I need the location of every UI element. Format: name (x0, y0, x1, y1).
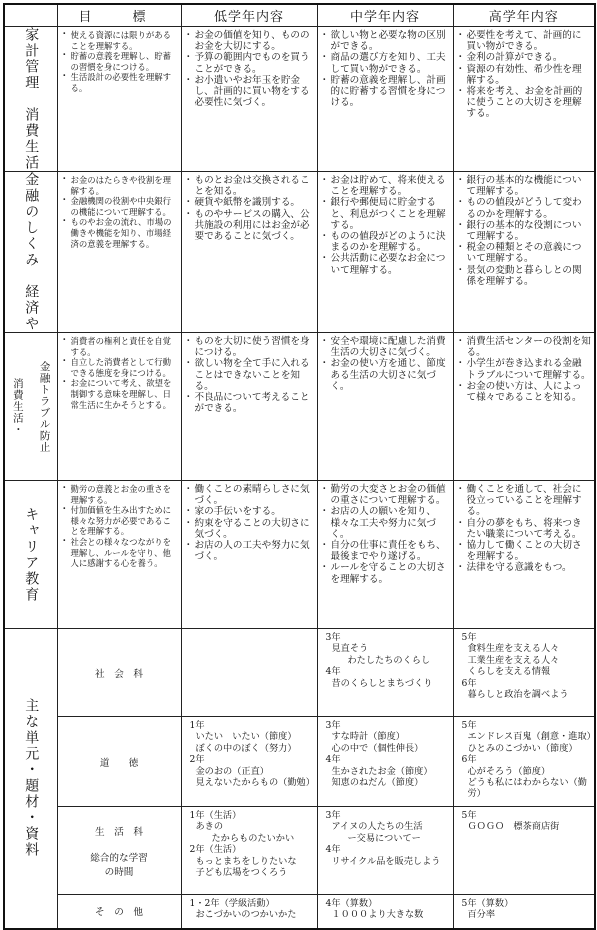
list-item: ・ 約束を守ることの大切さに気づく。 (186, 518, 314, 540)
unit-low (181, 717, 317, 807)
list-item: ・ 小学生が巻き込まれる金融トラブルについて理解する。 (458, 358, 592, 380)
unit-title: 心がそろう（節度） (467, 765, 551, 777)
cell-low (181, 333, 317, 481)
category-career (4, 481, 57, 629)
unit-title: ＧＯＧＯ 標茶商店街 (467, 821, 560, 833)
grade-label: 6年 (461, 677, 477, 689)
unit-mid (317, 717, 453, 807)
bullet-list (62, 175, 178, 249)
bullet-list (62, 484, 178, 569)
bullet-list (322, 30, 450, 108)
unit-mid (317, 629, 453, 717)
list-item: ・ ものやお金の流れ、市場の働きや機能を知り、市場経済の意義を理解する。 (62, 217, 178, 249)
list-item: ・ 自分の仕事に責任をもち、最後までやり遂げる。 (322, 540, 450, 562)
bullet-list (62, 336, 178, 410)
unit-title: 昔のくらしとまちづくり (331, 677, 433, 689)
grade-label: 1年 (189, 720, 205, 731)
grade-label: 3年 (325, 632, 341, 643)
list-item: ・ ものとお金は交換されることを知る。 (186, 175, 314, 197)
unit-title: すな時計（節度） (331, 731, 405, 743)
unit-title: 百分率 (467, 909, 496, 921)
subject-integrated-name: 総合的な学習 (90, 852, 148, 864)
cell-low (181, 481, 317, 629)
unit-title: あきの (195, 821, 224, 833)
list-item: ・ お金の使い方を通じ、節度ある生活の大切さに気づく。 (322, 358, 450, 392)
list-item: ・ お小遣いやお年玉を貯金し、計画的に買い物をする必要性に気づく。 (186, 75, 314, 109)
cell-high (453, 172, 595, 333)
list-item: ・ 消費者の権利と責任を自覚する。 (62, 336, 178, 357)
unit-high (453, 717, 595, 807)
unit-title: 心の中で（個性伸長） (331, 742, 424, 754)
header-row (4, 4, 595, 27)
unit-title: わたしたちのくらし (347, 654, 431, 666)
unit-low (181, 895, 317, 929)
category-trouble (4, 333, 57, 481)
list-item: ・ お店の人の工夫や努力に気づく。 (186, 540, 314, 562)
unit-title: いたい いたい（節度） (195, 731, 297, 743)
grade-label: 4年 (325, 844, 341, 856)
grade-label: 4年 (325, 666, 341, 678)
list-item: ・ 銀行の基本的な役割について理解する。 (458, 220, 592, 242)
unit-title: どうも私にはわからない（勤労） (467, 777, 587, 800)
cell-mid (317, 333, 453, 481)
list-item: ・ 資源の有効性、希少性を理解する。 (458, 64, 592, 86)
grade-label: 4年（算数） (325, 898, 378, 909)
unit-title: もっとまちをしりたいな (195, 855, 297, 867)
list-item: ・ お金の使い方は、人によって様々であることを知る。 (458, 381, 592, 403)
list-item: ・ 貯蓄の意義を理解し、貯蓄の習慣を身につける。 (62, 51, 178, 72)
unit-title: 生かされたお金（節度） (331, 765, 433, 777)
grade-label: 5年（算数） (461, 898, 514, 909)
list-item: ・ 協力して働くことの大切さを理解する。 (458, 540, 592, 562)
category-label: キャリア教育 (23, 506, 40, 603)
list-item: ・ 公共活動に必要なお金について理解する。 (322, 253, 450, 275)
list-item: ・ 将来を考え、お金を計画的に使うことの大切さを理解する。 (458, 86, 592, 120)
row-finance (4, 172, 595, 333)
subject-life-name: 生 活 科 (95, 826, 143, 838)
unit-high (453, 629, 595, 717)
units-row-other (4, 895, 595, 929)
list-item: ・ ものやサービスの購入、公共施設の利用にはお金が必要であることに気づく。 (186, 209, 314, 243)
cell-low (181, 27, 317, 172)
list-item: ・ 消費生活センターの役割を知る。 (458, 336, 592, 358)
unit-mid (317, 895, 453, 929)
category-finance (4, 172, 57, 333)
list-item: ・ お金について考え、欲望を制御する意味を理解し、日常生活に生かそうとする。 (62, 378, 178, 410)
category-label: 主な単元・題材・資料 (23, 698, 40, 859)
header-category (4, 4, 57, 27)
list-item: ・ お金は貯めて、将来使えることを理解する。 (322, 175, 450, 197)
list-item: ・ ものの値段がどのように決まるのかを理解する。 (322, 231, 450, 253)
grade-label: 1年（生活） (189, 810, 242, 821)
list-item: ・ 欲しい物を全て手に入れることはできないことを知る。 (186, 358, 314, 392)
category-label: 家計管理 消費生活 (23, 27, 40, 171)
units-row-moral (4, 717, 595, 807)
header-high: 高学年内容 (453, 4, 595, 27)
unit-title: くらしを支える情報 (467, 666, 551, 678)
unit-title: エンドレス百鬼（創意・進取） (467, 731, 596, 743)
list-item: ・ 銀行や郵便局に貯金すると、利息がつくことを理解する。 (322, 197, 450, 231)
category-label: 金融トラブル防止 (38, 360, 51, 453)
unit-mid (317, 807, 453, 895)
unit-high (453, 807, 595, 895)
list-item: ・ 景気の変動と暮らしとの関係を理解する。 (458, 265, 592, 287)
unit-title: ー交易についてー (347, 832, 421, 844)
grade-label: 1・2年（学級活動） (189, 898, 275, 909)
unit-title: ぼくの中のぼく（努力） (195, 742, 297, 754)
list-item: ・ 予算の範囲内でものを買うことができる。 (186, 52, 314, 74)
bullet-list (186, 30, 314, 108)
bullet-list (62, 30, 178, 94)
unit-title: たからものたいかい (211, 832, 295, 844)
list-item: ・ 金融機関の役割や中央銀行の機能について理解する。 (62, 196, 178, 217)
bullet-list (458, 484, 592, 574)
unit-low (181, 807, 317, 895)
unit-title: おこづかいのつかいかた (195, 909, 297, 921)
list-item: ・ 社会との様々なつながりを理解し、ルールを守り、他人に感謝する心を養う。 (62, 537, 178, 569)
unit-title: 食料生産を支える人々 (467, 643, 560, 655)
subject-moral: 道 徳 (57, 717, 181, 807)
bullet-list (458, 336, 592, 403)
units-row-life (4, 807, 595, 895)
cell-goals (57, 172, 181, 333)
list-item: ・ 商品の選び方を知り、工夫して買い物ができる。 (322, 52, 450, 74)
list-item: ・ 家の手伝いをする。 (186, 506, 314, 517)
list-item: ・ 貯蓄の意義を理解し、計画的に貯蓄する習慣を身につける。 (322, 75, 450, 109)
list-item: ・ 法律を守る意識をもつ。 (458, 562, 592, 573)
list-item: ・ 安全や環境に配慮した消費生活の大切さに気づく。 (322, 336, 450, 358)
subject-social: 社 会 科 (57, 629, 181, 717)
list-item: ・ 銀行の基本的な機能について理解する。 (458, 175, 592, 197)
grade-label: 2年（生活） (189, 844, 242, 856)
unit-title: 金のおの（正直） (195, 765, 269, 777)
list-item: ・ 勤労の大変さとお金の価値の重さについて理解する。 (322, 484, 450, 506)
unit-title: リサイクル品を販売しよう (331, 855, 441, 867)
list-item: ・ 使える資源には限りがあることを理解する。 (62, 30, 178, 51)
list-item: ・ 欲しい物と必要な物の区別ができる。 (322, 30, 450, 52)
list-item: ・ 税金の種類とその意義について理解する。 (458, 242, 592, 264)
list-item: ・ 不良品について考えることができる。 (186, 392, 314, 414)
header-low: 低学年内容 (181, 4, 317, 27)
list-item: ・ ものの値段がどうして変わるのかを理解する。 (458, 197, 592, 219)
category-household (4, 27, 57, 172)
cell-mid (317, 27, 453, 172)
bullet-list (458, 175, 592, 287)
units-row-social (4, 629, 595, 717)
cell-goals (57, 27, 181, 172)
list-item: ・ 付加価値を生み出すために様々な努力が必要であることを理解する。 (62, 505, 178, 537)
bullet-list (186, 175, 314, 242)
grade-label: 5年 (461, 632, 477, 643)
grade-label: 4年 (325, 754, 341, 766)
subject-life (57, 807, 181, 895)
unit-title: １０００より大きな数 (331, 909, 424, 921)
unit-title: 工業生産を支える人々 (467, 654, 560, 666)
list-item: ・ 働くことの素晴らしさに気づく。 (186, 484, 314, 506)
list-item: ・ 生活設計の必要性を理解する。 (62, 72, 178, 93)
curriculum-table (3, 3, 596, 930)
unit-title: ひとみのこづかい（節度） (467, 742, 578, 754)
unit-title: 見直そう (331, 643, 369, 655)
unit-high (453, 895, 595, 929)
cell-goals (57, 333, 181, 481)
grade-label: 2年 (189, 754, 205, 766)
bullet-list (322, 336, 450, 392)
grade-label: 3年 (325, 720, 341, 731)
cell-high (453, 333, 595, 481)
grade-label: 3年 (325, 810, 341, 821)
header-mid: 中学年内容 (317, 4, 453, 27)
subject-integrated-name-2: の時間 (104, 866, 134, 878)
cell-mid (317, 481, 453, 629)
list-item: ・ 勤労の意義とお金の重さを理解する。 (62, 484, 178, 505)
unit-title: アイヌの人たちの生活 (331, 821, 423, 833)
bullet-list (458, 30, 592, 120)
unit-low (181, 629, 317, 717)
list-item: ・ 自立した消費者として行動できる態度を身につける。 (62, 357, 178, 378)
bullet-list (186, 484, 314, 562)
list-item: ・ ものを大切に使う習慣を身につける。 (186, 336, 314, 358)
list-item: ・ 必要性を考えて、計画的に買い物ができる。 (458, 30, 592, 52)
row-trouble (4, 333, 595, 481)
unit-title: 知恵のねだん（節度） (331, 777, 424, 789)
list-item: ・ 自分の夢をもち、将来つきたい職業について考える。 (458, 518, 592, 540)
list-item: ・ ルールを守ることの大切さを理解する。 (322, 562, 450, 584)
unit-title: 子ども広場をつくろう (195, 867, 288, 879)
list-item: ・ お店の人の願いを知り、様々な工夫や努力に気づく。 (322, 506, 450, 540)
unit-title: 見えないたからもの（勤勉） (195, 777, 315, 789)
category-label: 消費生活・ (11, 377, 24, 436)
bullet-list (186, 336, 314, 414)
cell-low (181, 172, 317, 333)
list-item: ・ 働くことを通して、社会に役立っていることを理解する。 (458, 484, 592, 518)
bullet-list (322, 484, 450, 585)
list-item: ・ 金利の計算ができる。 (458, 52, 592, 63)
cell-mid (317, 172, 453, 333)
row-household (4, 27, 595, 172)
subject-other: そ の 他 (57, 895, 181, 929)
category-label: 金融のしくみ 経済や (23, 172, 40, 332)
grade-label: 5年 (461, 810, 477, 821)
header-goals: 目 標 (57, 4, 181, 27)
list-item: ・ お金のはたらきや役割を理解する。 (62, 175, 178, 196)
row-career (4, 481, 595, 629)
list-item: ・ お金の価値を知り、もののお金を大切にする。 (186, 30, 314, 52)
cell-high (453, 27, 595, 172)
unit-title: 暮らしと政治を調べよう (467, 689, 569, 701)
cell-goals (57, 481, 181, 629)
cell-high (453, 481, 595, 629)
grade-label: 6年 (461, 754, 477, 766)
list-item: ・ 硬貨や紙幣を識別する。 (186, 197, 314, 208)
bullet-list (322, 175, 450, 276)
category-units (4, 629, 57, 929)
grade-label: 5年 (461, 720, 477, 731)
